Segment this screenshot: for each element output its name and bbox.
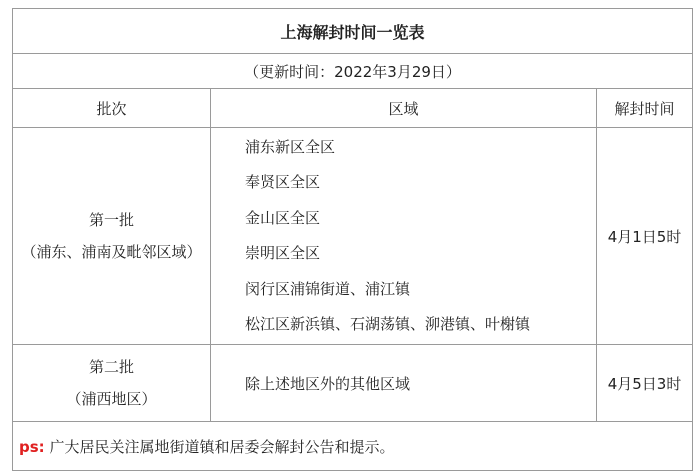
- header-time: 解封时间: [597, 89, 693, 128]
- footnote-text: 广大居民关注属地街道镇和居委会解封公告和提示。: [49, 437, 395, 456]
- document: [12, 8, 692, 465]
- batch-name: 第二批: [88, 358, 134, 376]
- header-area: 区域: [211, 89, 597, 128]
- area-cell: [211, 128, 597, 345]
- header-batch: 批次: [13, 89, 211, 128]
- list-item: 奉贤区全区: [245, 173, 321, 191]
- unlock-schedule-table: [12, 8, 693, 471]
- batch-region: （浦西地区）: [66, 390, 157, 408]
- list-item: 松江区新浜镇、石湖荡镇、泖港镇、叶榭镇: [245, 315, 531, 333]
- table-row: [13, 345, 693, 422]
- batch-region: （浦东、浦南及毗邻区域）: [21, 243, 202, 261]
- ps-label: ps:: [19, 437, 45, 456]
- batch-cell: [13, 128, 211, 345]
- footnote: [13, 422, 693, 471]
- update-note: （更新时间：2022年3月29日）: [13, 54, 693, 89]
- table-title: 上海解封时间一览表: [13, 9, 693, 54]
- list-item: 金山区全区: [245, 208, 321, 227]
- area-cell: 除上述地区外的其他区域: [211, 345, 597, 422]
- batch-cell: [13, 345, 211, 422]
- list-item: 浦东新区全区: [245, 137, 336, 156]
- unlock-time: 4月1日5时: [597, 128, 693, 345]
- table-row: [13, 128, 693, 345]
- batch-name: 第一批: [88, 211, 134, 229]
- list-item: 闵行区浦锦街道、浦江镇: [245, 279, 411, 298]
- list-item: 崇明区全区: [245, 244, 321, 262]
- area-list: [245, 130, 596, 343]
- unlock-time: 4月5日3时: [597, 345, 693, 422]
